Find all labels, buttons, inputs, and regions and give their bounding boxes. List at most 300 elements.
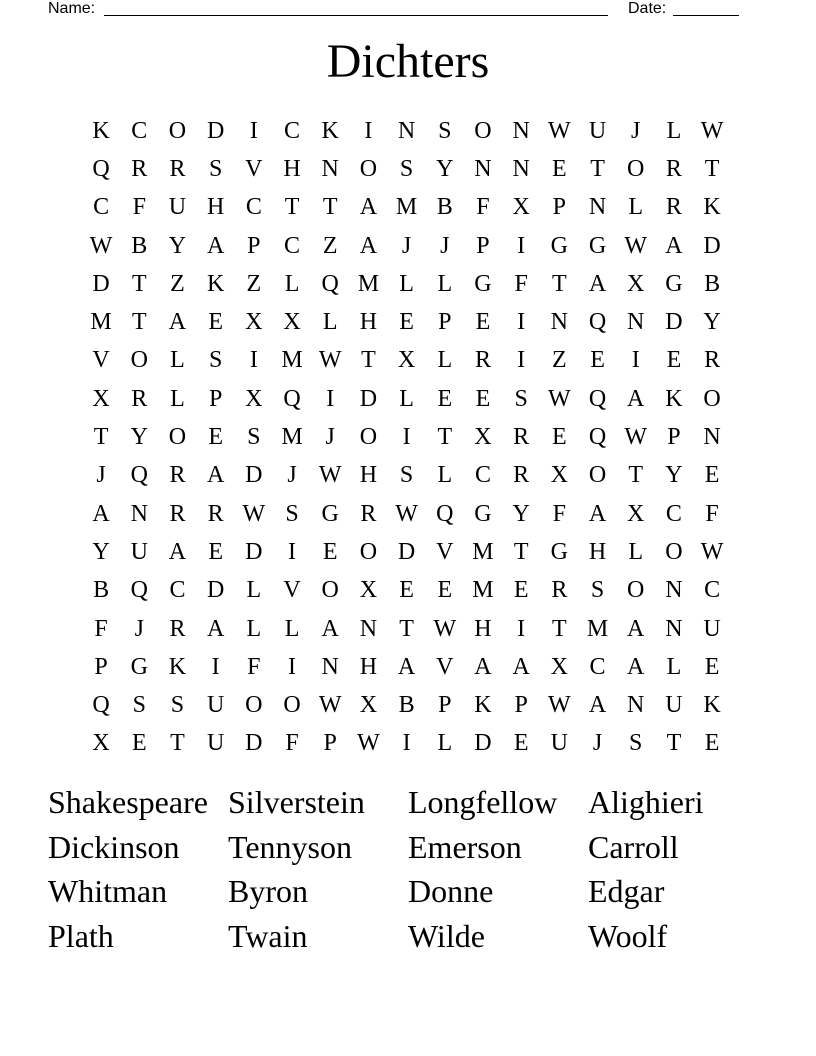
grid-letter: R [665,155,682,182]
grid-letter: A [512,653,530,680]
grid-letter: P [514,692,528,719]
grid-letter: R [513,424,530,451]
grid-letter: F [94,615,108,642]
grid-letter: W [624,232,648,259]
grid-letter: E [704,730,720,757]
word-list-item: Tennyson [228,828,352,865]
grid-letter: Q [588,385,607,412]
grid-letter: G [130,653,148,680]
grid-letter: K [92,117,110,144]
grid-letter: A [92,500,110,527]
grid-letter: S [514,385,528,412]
grid-letter: L [628,538,644,565]
grid-letter: K [168,653,187,680]
grid-letter: B [131,232,148,259]
grid-letter: J [401,232,412,259]
grid-letter: W [433,615,457,642]
grid-letter: F [552,500,567,527]
grid-letter: Q [92,155,110,182]
grid-letter: O [283,692,301,719]
grid-letter: R [513,462,530,489]
grid-letter: X [627,270,645,297]
grid-letter: N [627,309,645,336]
grid-letter: I [517,615,526,642]
grid-letter: L [170,385,185,412]
grid-letter: A [627,615,645,642]
grid-letter: O [168,117,187,144]
grid-letter: E [208,538,223,565]
grid-letter: L [437,730,453,757]
grid-letter: I [402,730,411,757]
grid-letter: W [700,538,724,565]
grid-letter: G [550,232,569,259]
grid-letter: A [627,385,645,412]
grid-letter: V [245,155,263,182]
word-list-item: Dickinson [48,828,180,865]
grid-letter: U [703,615,721,642]
grid-letter: L [437,462,453,489]
grid-letter: E [666,347,682,374]
grid-letter: L [284,270,300,297]
grid-letter: D [665,309,683,336]
grid-letter: F [476,194,490,221]
grid-letter: I [402,424,411,451]
grid-letter: Y [665,462,683,489]
grid-letter: D [245,538,263,565]
grid-letter: W [700,117,724,144]
grid-letter: Y [92,538,110,565]
word-list [48,780,768,958]
grid-letter: T [131,309,147,336]
grid-letter: R [704,347,721,374]
grid-letter: T [552,270,567,297]
grid-letter: B [93,577,110,604]
grid-letter: D [397,538,416,565]
grid-letter: F [514,270,528,297]
grid-letter: K [206,270,225,297]
grid-letter: M [357,270,380,297]
grid-letter: T [170,730,185,757]
grid-letter: S [629,730,643,757]
grid-letter: Q [588,424,607,451]
grid-letter: R [131,155,148,182]
word-list-item: Plath [48,917,114,954]
name-label: Name: [48,0,96,17]
grid-letter: E [704,462,720,489]
letter-grid [82,112,731,763]
grid-letter: L [666,117,682,144]
grid-letter: R [360,500,377,527]
grid-letter: I [364,117,373,144]
grid-letter: L [284,615,300,642]
grid-letter: R [169,462,186,489]
grid-letter: S [399,155,414,182]
grid-letter: C [704,577,721,604]
grid-letter: R [169,615,186,642]
grid-letter: M [472,538,494,565]
grid-letter: C [245,194,262,221]
grid-letter: E [437,385,453,412]
grid-letter: W [89,232,113,259]
grid-letter: N [627,692,645,719]
grid-letter: J [631,117,641,144]
grid-letter: A [588,692,607,719]
grid-letter: E [399,309,414,336]
grid-letter: E [322,538,338,565]
grid-letter: A [627,653,645,680]
grid-letter: D [359,385,378,412]
grid-letter: J [440,232,450,259]
grid-letter: E [513,730,529,757]
grid-letter: P [94,653,108,680]
grid-letter: O [168,424,187,451]
grid-letter: S [170,692,185,719]
grid-letter: O [245,692,263,719]
grid-letter: V [92,347,110,374]
grid-letter: H [359,309,378,336]
grid-letter: R [207,500,224,527]
grid-letter: E [131,730,147,757]
grid-letter: K [703,194,721,221]
grid-letter: O [359,155,378,182]
grid-letter: T [552,615,567,642]
grid-letter: D [206,577,225,604]
grid-letter: M [472,577,494,604]
grid-letter: M [395,194,418,221]
word-list-item: Alighieri [588,784,704,820]
grid-letter: N [703,424,721,451]
grid-letter: C [131,117,148,144]
grid-letter: I [288,538,297,565]
grid-letter: A [206,232,225,259]
grid-letter: O [703,385,721,412]
grid-letter: Z [552,347,567,374]
grid-letter: N [474,155,492,182]
grid-letter: S [132,692,146,719]
grid-letter: N [397,117,416,144]
word-list-item: Byron [228,873,308,909]
grid-letter: T [322,194,338,221]
grid-letter: S [399,462,414,489]
grid-letter: D [245,730,263,757]
grid-letter: X [359,692,378,719]
grid-letter: K [665,385,683,412]
grid-letter: B [398,692,415,719]
grid-letter: C [93,194,110,221]
grid-letter: M [281,424,303,451]
word-list-item: Carroll [588,828,679,865]
grid-letter: J [287,462,297,489]
grid-letter: N [359,615,378,642]
grid-letter: P [438,309,452,336]
grid-letter: Z [322,232,338,259]
grid-letter: F [132,194,146,221]
grid-letter: Q [321,270,339,297]
grid-letter: U [665,692,683,719]
name-blank-line[interactable] [104,0,608,16]
grid-letter: J [134,615,144,642]
grid-letter: X [92,385,110,412]
grid-letter: A [588,270,607,297]
grid-letter: W [318,462,342,489]
grid-letter: D [245,462,263,489]
word-list-item: Emerson [408,828,522,865]
grid-letter: N [665,577,683,604]
grid-letter: B [704,270,721,297]
grid-letter: U [130,538,148,565]
grid-letter: L [170,347,185,374]
grid-letter: D [92,270,110,297]
grid-letter: X [627,500,645,527]
grid-letter: Q [130,462,148,489]
grid-letter: X [283,309,301,336]
grid-letter: T [131,270,147,297]
grid-letter: M [90,309,112,336]
grid-letter: H [206,194,225,221]
grid-letter: E [475,309,491,336]
grid-letter: N [665,615,683,642]
grid-letter: P [667,424,681,451]
grid-letter: D [206,117,225,144]
grid-letter: X [245,309,263,336]
grid-letter: X [550,653,569,680]
grid-letter: C [169,577,186,604]
grid-letter: N [512,117,530,144]
grid-letter: E [208,424,223,451]
grid-letter: Y [436,155,454,182]
grid-letter: N [321,653,339,680]
grid-letter: S [208,155,223,182]
grid-letter: V [436,653,454,680]
date-label: Date: [628,0,667,17]
grid-letter: E [552,155,567,182]
grid-letter: A [665,232,683,259]
grid-letter: A [397,653,416,680]
grid-letter: X [359,577,378,604]
grid-letter: Y [130,424,148,451]
grid-letter: A [588,500,607,527]
word-list-item: Edgar [588,873,665,909]
grid-letter: W [242,500,266,527]
grid-letter: E [590,347,605,374]
grid-letter: P [208,385,223,412]
grid-letter: I [249,117,258,144]
grid-letter: E [704,653,720,680]
grid-letter: P [476,232,490,259]
grid-letter: G [321,500,339,527]
grid-letter: D [474,730,492,757]
grid-letter: D [703,232,721,259]
grid-letter: W [548,385,571,412]
grid-letter: H [359,462,378,489]
grid-letter: T [704,155,720,182]
page-title: Dichters [326,35,490,88]
grid-letter: X [474,424,492,451]
grid-letter: G [665,270,683,297]
grid-letter: I [517,309,526,336]
grid-letter: N [550,309,569,336]
grid-letter: L [399,270,414,297]
grid-letter: A [206,615,225,642]
grid-letter: X [397,347,416,374]
grid-letter: R [131,385,148,412]
grid-letter: P [552,194,567,221]
grid-letter: P [323,730,337,757]
grid-letter: G [474,500,492,527]
word-list-item: Twain [228,917,308,954]
grid-letter: F [247,653,261,680]
grid-letter: J [592,730,603,757]
word-list-item: Woolf [588,917,668,954]
grid-letter: E [399,577,414,604]
grid-letter: T [399,615,414,642]
grid-letter: G [550,538,569,565]
grid-letter: T [666,730,682,757]
grid-letter: K [474,692,492,719]
grid-letter: E [513,577,529,604]
grid-letter: J [96,462,106,489]
grid-letter: O [321,577,339,604]
grid-letter: N [512,155,530,182]
grid-letter: C [474,462,491,489]
grid-letter: W [357,730,380,757]
grid-letter: C [284,117,301,144]
grid-letter: O [474,117,492,144]
grid-letter: T [361,347,376,374]
grid-letter: W [548,692,571,719]
grid-letter: O [665,538,683,565]
grid-letter: X [512,194,530,221]
grid-letter: G [474,270,492,297]
grid-letter: R [551,577,568,604]
grid-letter: Q [436,500,454,527]
grid-letter: T [284,194,300,221]
grid-letter: W [548,117,571,144]
grid-letter: S [590,577,605,604]
grid-letter: T [590,155,605,182]
grid-letter: V [283,577,301,604]
grid-letter: L [322,309,338,336]
grid-letter: I [326,385,335,412]
grid-letter: N [130,500,148,527]
grid-letter: L [437,270,453,297]
grid-letter: E [437,577,453,604]
grid-letter: C [284,232,301,259]
grid-letter: I [249,347,258,374]
grid-letter: A [474,653,492,680]
grid-letter: O [588,462,607,489]
grid-letter: E [552,424,567,451]
grid-letter: X [245,385,263,412]
grid-letter: I [517,347,526,374]
grid-letter: P [438,692,452,719]
grid-letter: C [589,653,606,680]
grid-letter: H [588,538,607,565]
grid-letter: I [631,347,640,374]
grid-letter: F [285,730,299,757]
grid-letter: A [206,462,225,489]
grid-letter: Q [130,577,148,604]
grid-letter: W [395,500,418,527]
grid-letter: T [93,424,109,451]
grid-letter: L [437,347,453,374]
grid-letter: W [624,424,648,451]
grid-letter: S [208,347,223,374]
word-list-item: Wilde [408,917,485,954]
word-list-item: Longfellow [408,784,558,820]
grid-letter: E [475,385,491,412]
grid-letter: U [168,194,187,221]
grid-letter: O [627,155,645,182]
grid-letter: I [211,653,220,680]
grid-letter: A [168,309,187,336]
grid-letter: X [92,730,110,757]
grid-letter: S [247,424,261,451]
grid-letter: Y [512,500,530,527]
grid-letter: Y [168,232,187,259]
grid-letter: S [438,117,452,144]
grid-letter: H [474,615,492,642]
word-list-item: Donne [408,873,494,909]
date-blank-line[interactable] [673,0,739,16]
grid-letter: N [588,194,607,221]
grid-letter: U [206,692,225,719]
grid-letter: Q [283,385,301,412]
grid-letter: A [359,232,378,259]
grid-letter: A [321,615,339,642]
grid-letter: O [130,347,148,374]
grid-letter: S [285,500,299,527]
word-list-item: Whitman [48,873,168,909]
grid-letter: L [246,577,262,604]
grid-letter: R [169,155,186,182]
grid-letter: L [666,653,682,680]
grid-letter: K [703,692,721,719]
grid-letter: T [513,538,529,565]
grid-letter: W [318,692,342,719]
grid-letter: C [665,500,682,527]
grid-letter: Z [170,270,185,297]
grid-letter: R [169,500,186,527]
grid-letter: T [628,462,644,489]
grid-letter: U [206,730,225,757]
grid-letter: L [628,194,644,221]
grid-letter: O [627,577,645,604]
grid-letter: G [588,232,607,259]
grid-letter: K [321,117,339,144]
grid-letter: L [399,385,414,412]
grid-letter: Y [703,309,721,336]
grid-letter: F [705,500,719,527]
grid-letter: U [588,117,607,144]
grid-letter: A [168,538,187,565]
word-list-item: Shakespeare [48,784,208,820]
grid-letter: W [318,347,342,374]
grid-letter: L [246,615,262,642]
grid-letter: N [321,155,339,182]
grid-letter: Z [246,270,262,297]
grid-letter: R [474,347,491,374]
grid-letter: X [550,462,569,489]
grid-letter: U [550,730,569,757]
grid-letter: B [436,194,453,221]
grid-letter: E [208,309,223,336]
grid-letter: V [436,538,454,565]
grid-letter: R [665,194,682,221]
grid-letter: I [517,232,526,259]
grid-letter: A [359,194,378,221]
grid-letter: H [283,155,301,182]
